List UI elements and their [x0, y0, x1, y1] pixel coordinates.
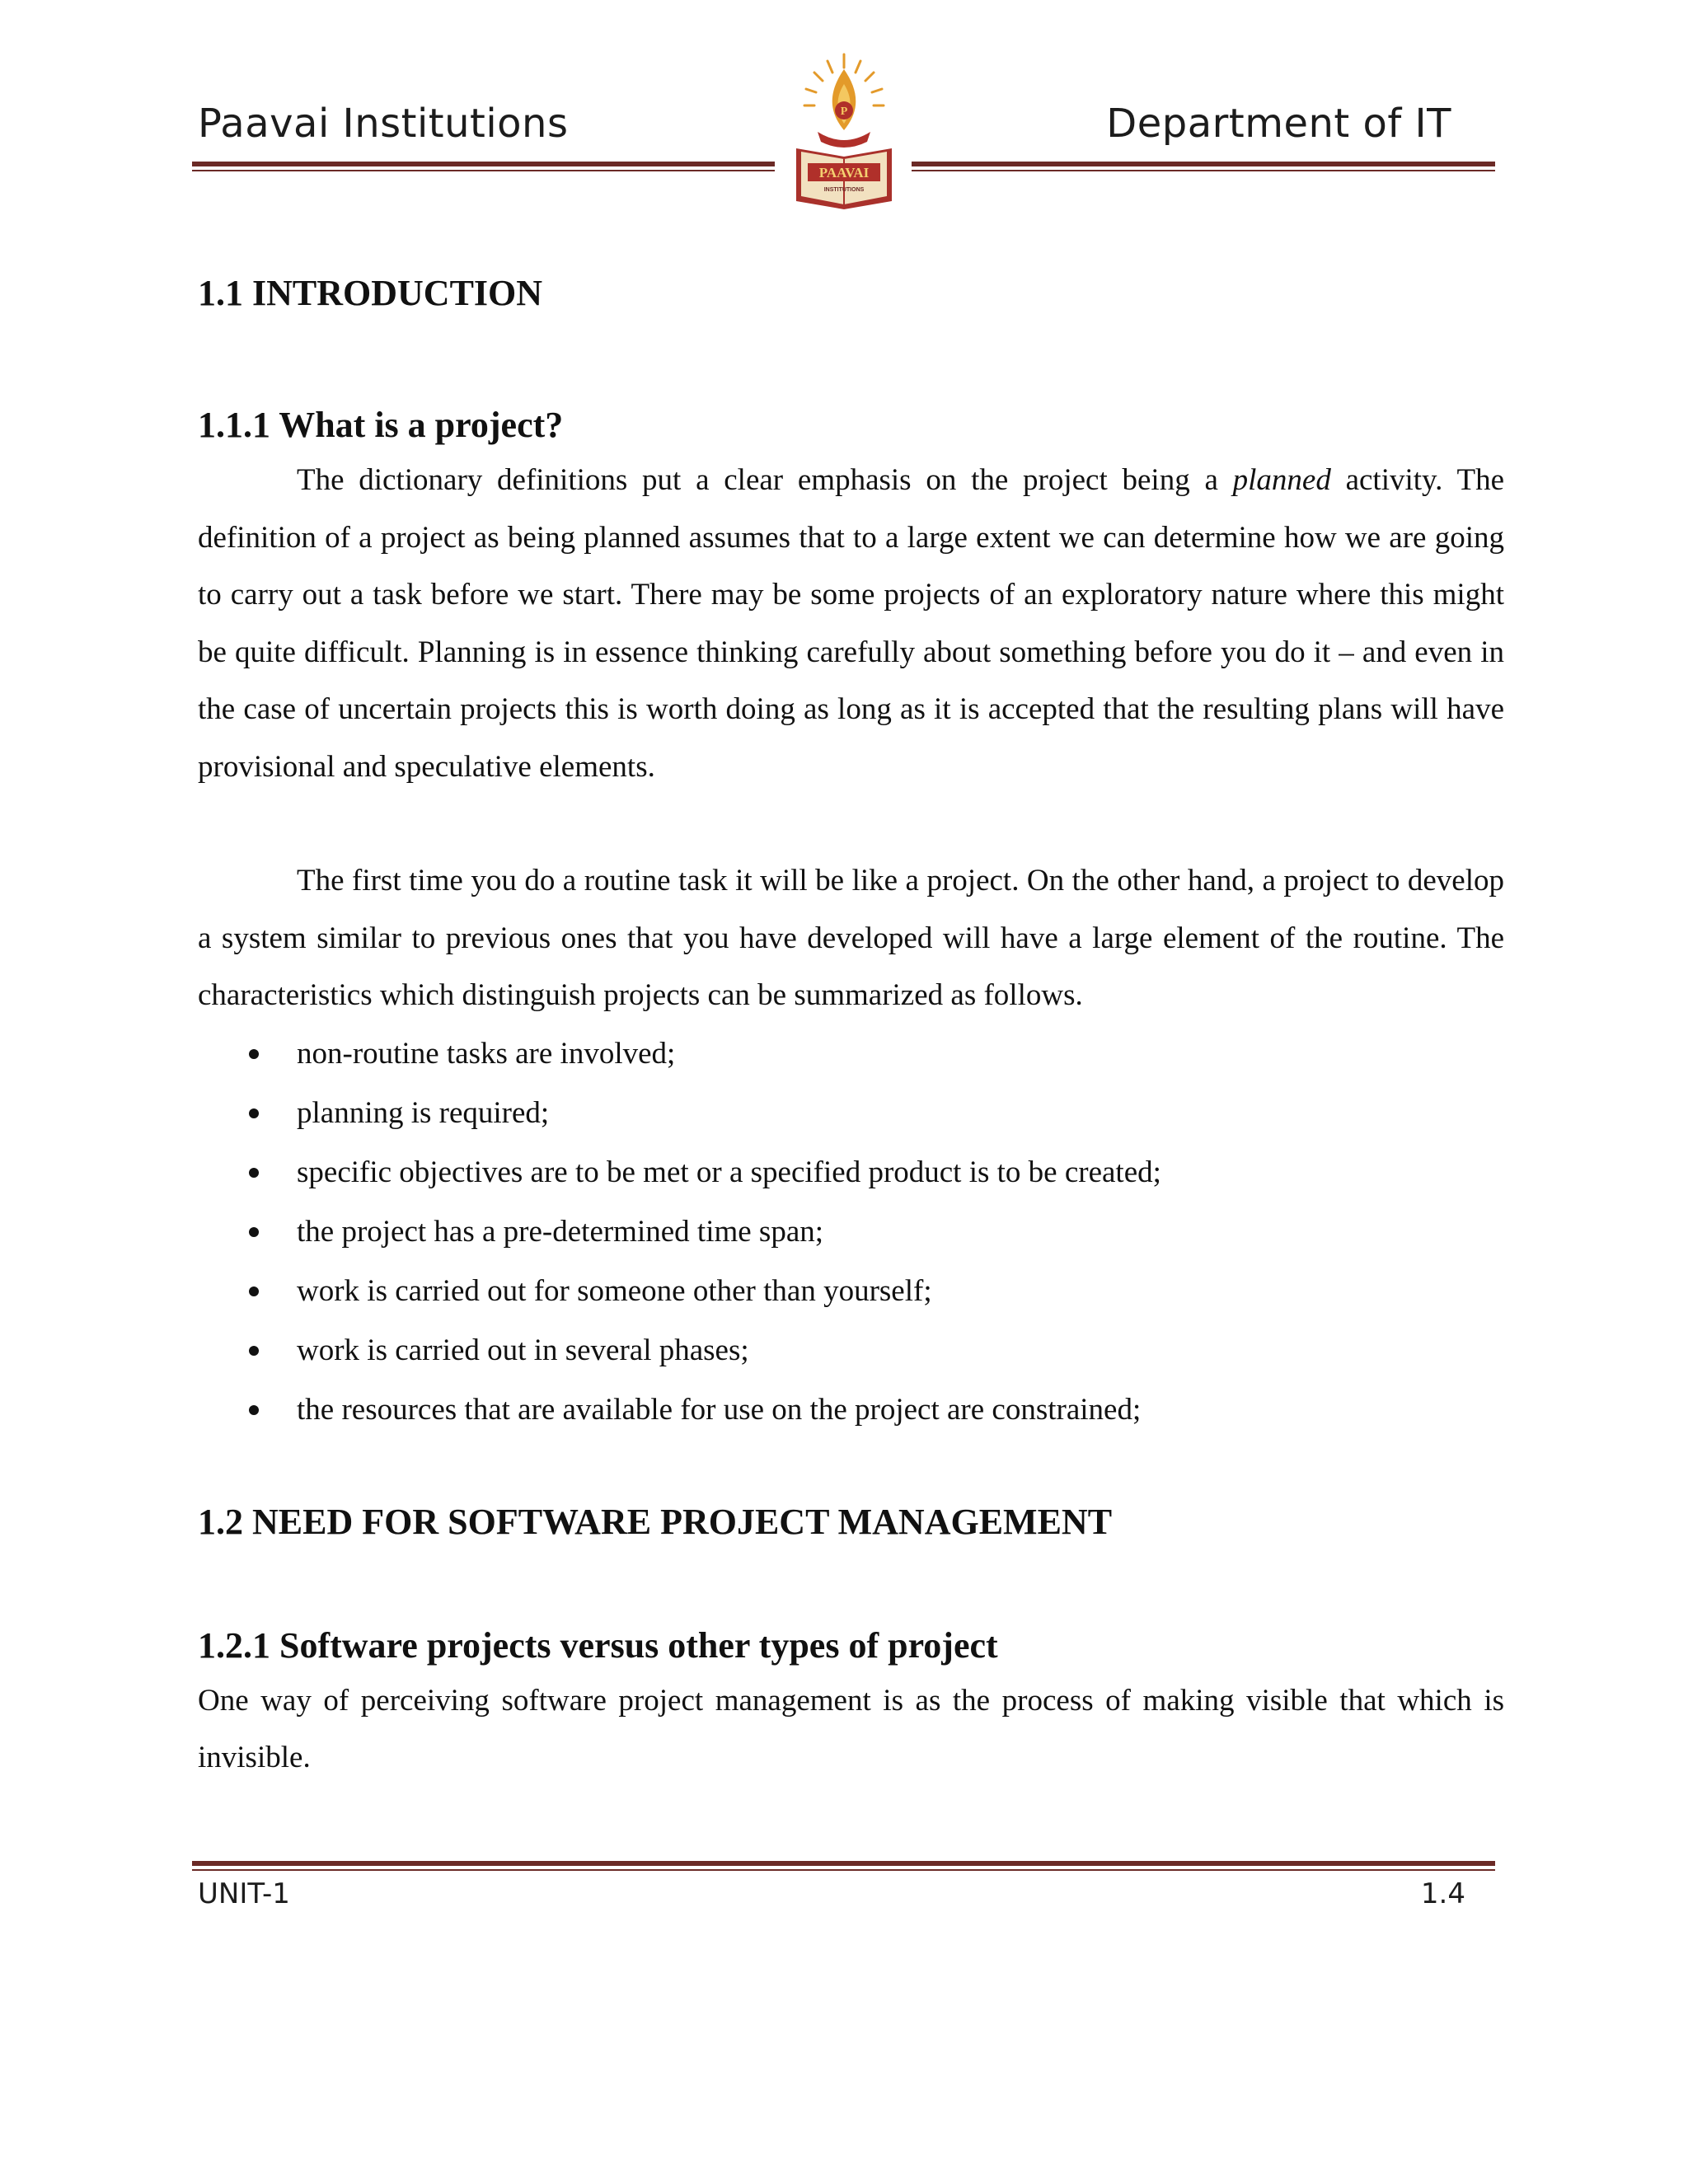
footer-rule-thin [192, 1869, 1495, 1871]
svg-text:P: P [840, 105, 848, 118]
list-item: work is carried out for someone other than yourself; [198, 1262, 1504, 1321]
paragraph-project-definition: The dictionary definitions put a clear emphasis on the project being a planned activity. The definition of a project as being planned assumes that to a large extent we can determine how we are going to carry out a task before we start. There may be some projects of an exploratory nature where this might be quite difficult. Planning is in essence thinking carefully about something before you do it – and even in the case of uncertain projects this is worth doing as long as it is accepted that the resulting plans will have provisional and speculative elements. [198, 463, 1504, 784]
italic-word-planned: planned [1232, 463, 1331, 497]
bullet-icon [249, 1227, 259, 1237]
header-rule-right-thick [912, 162, 1495, 166]
svg-text:INSTITUTIONS: INSTITUTIONS [823, 187, 865, 193]
paragraph-invisible: One way of perceiving software project management is as the process of making visible that which is invisible. [198, 1683, 1504, 1774]
paavai-logo [780, 51, 908, 216]
bullet-icon [249, 1286, 259, 1296]
svg-text:PAAVAI: PAAVAI [818, 165, 870, 180]
page-content [198, 264, 1504, 1787]
subsection-heading-what-is-project: 1.1.1 What is a project? [198, 405, 564, 445]
header-rule-left-thin [192, 170, 775, 171]
list-item: specific objectives are to be met or a specified product is to be created; [198, 1143, 1504, 1202]
list-item: the resources that are available for use on the project are constrained; [198, 1380, 1504, 1440]
section-heading-introduction: 1.1 INTRODUCTION [198, 273, 543, 313]
list-item: the project has a pre-determined time span; [198, 1202, 1504, 1262]
footer-page-number: 1.4 [1420, 1877, 1465, 1910]
subsection-heading-software-vs-other: 1.2.1 Software projects versus other types of project [198, 1624, 998, 1666]
header-rule-left-thick [192, 162, 775, 166]
bullet-icon [249, 1168, 259, 1178]
footer-unit-label: UNIT-1 [198, 1877, 290, 1910]
list-item: work is carried out in several phases; [198, 1321, 1504, 1380]
bullet-icon [249, 1346, 259, 1356]
paragraph-routine-task: The first time you do a routine task it will be like a project. On the other hand, a project to develop a system similar to previous ones that you have developed will have a large element of the routine. The characteristics which distinguish projects can be summarized as follows. [198, 864, 1504, 1012]
section-heading-need-for-spm: 1.2 NEED FOR SOFTWARE PROJECT MANAGEMENT [198, 1501, 1113, 1542]
bullet-icon [249, 1108, 259, 1118]
list-item: non-routine tasks are involved; [198, 1024, 1504, 1084]
bullet-icon [249, 1049, 259, 1059]
characteristics-list [198, 1024, 1504, 1440]
footer-rule-thick [192, 1861, 1495, 1866]
bullet-icon [249, 1405, 259, 1415]
header-institution-name: Paavai Institutions [198, 101, 569, 147]
header-department-name: Department of IT [1106, 101, 1451, 147]
list-item: planning is required; [198, 1084, 1504, 1143]
header-rule-right-thin [912, 170, 1495, 171]
